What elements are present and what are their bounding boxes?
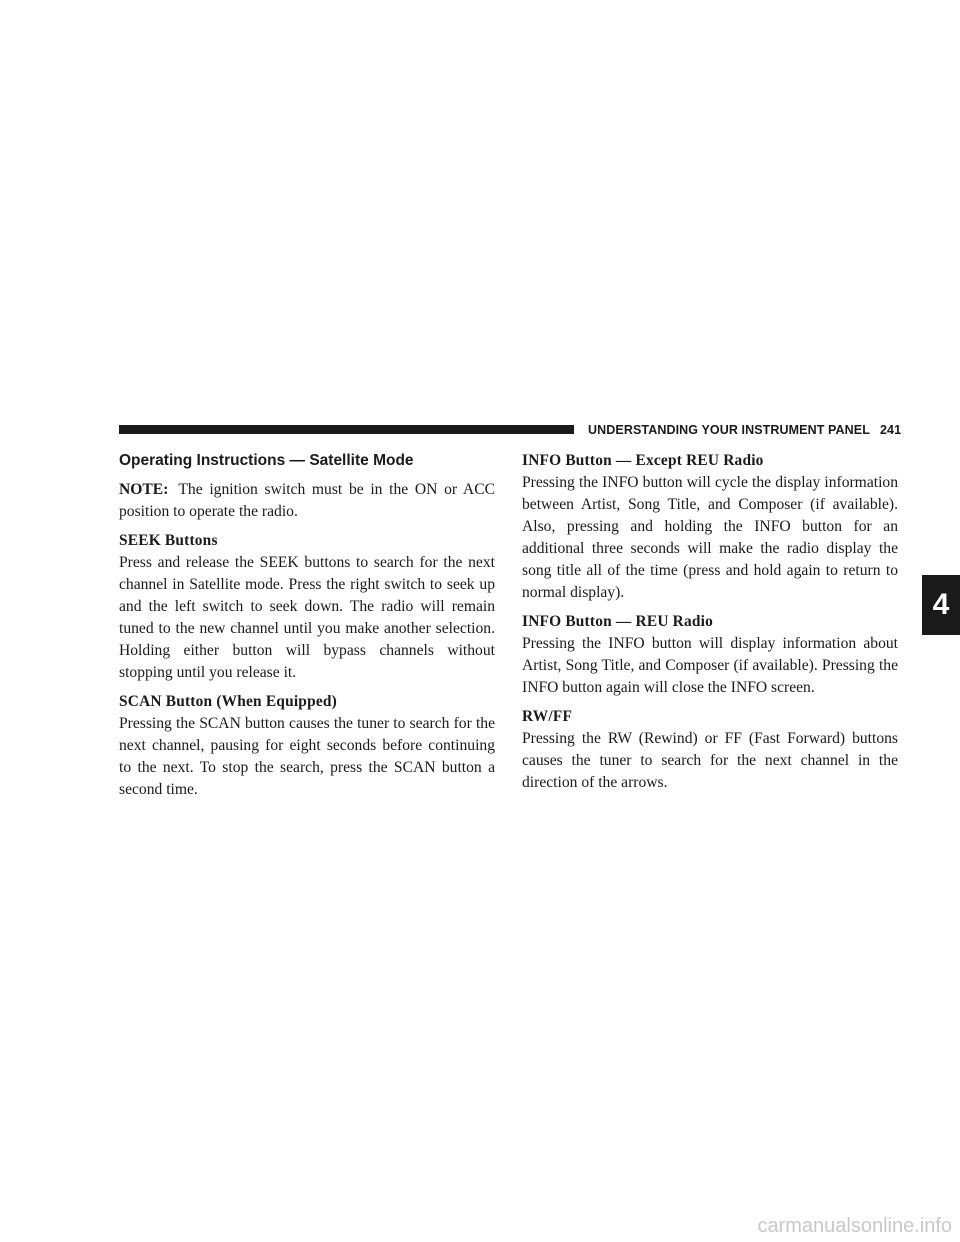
running-header — [588, 422, 908, 438]
scan-heading: SCAN Button (When Equipped) — [119, 693, 337, 710]
header-rule — [119, 425, 574, 434]
info-reu-paragraph: Pressing the INFO button will display information about Artist, Song Title, and Composer (if available). Pressing the INFO button again will close the INFO screen. — [522, 635, 898, 696]
note-label: NOTE: — [119, 481, 169, 498]
info-reu-heading: INFO Button — REU Radio — [522, 613, 714, 630]
scan-paragraph: Pressing the SCAN button causes the tuner to search for the next channel, pausing for eight seconds before continuing to the next. To stop the search, press the SCAN button a second time. — [119, 715, 495, 798]
section-heading: Operating Instructions — Satellite Mode — [119, 452, 414, 469]
right-column — [522, 450, 898, 801]
section-title: UNDERSTANDING YOUR INSTRUMENT PANEL — [588, 423, 870, 437]
seek-heading: SEEK Buttons — [119, 532, 218, 549]
note-paragraph — [119, 479, 495, 523]
rwff-heading: RW/FF — [522, 708, 573, 725]
note-text: The ignition switch must be in the ON or ACC position to operate the radio. — [119, 481, 495, 520]
chapter-tab: 4 — [922, 575, 960, 635]
watermark: carmanualsonline.info — [757, 1215, 952, 1237]
left-column — [119, 450, 495, 808]
info-except-heading: INFO Button — Except REU Radio — [522, 452, 764, 469]
rwff-paragraph: Pressing the RW (Rewind) or FF (Fast Forward) buttons causes the tuner to search for the next channel in the direction of the arrows. — [522, 730, 898, 791]
info-except-paragraph: Pressing the INFO button will cycle the display information between Artist, Song Title, and Composer (if available). Also, pressing and holding the INFO button for an additional three seconds will make the radio display the song title all of the time (press and hold again to return to normal display). — [522, 474, 898, 601]
page-number: 241 — [879, 423, 902, 437]
seek-paragraph: Press and release the SEEK buttons to search for the next channel in Satellite mode. Press the right switch to seek up and the left switch to seek down. The radio will remain tuned to the new channel until you make another selection. Holding either button will bypass channels without stopping until you release it. — [119, 554, 495, 681]
